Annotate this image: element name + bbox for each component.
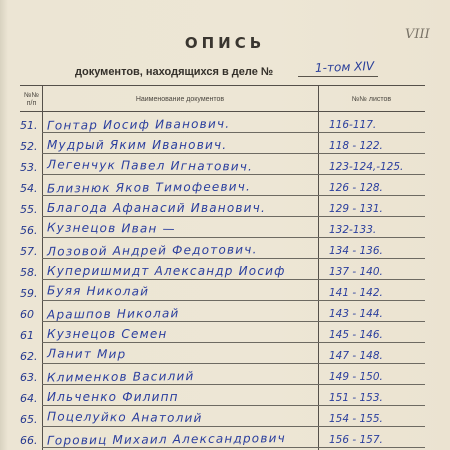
row-sheets: 156 - 157.: [329, 434, 383, 446]
row-document-name: Куперишмидт Александр Иосиф: [47, 264, 286, 278]
table-row: [20, 427, 425, 448]
row-document-name: Благода Афанасий Иванович.: [47, 201, 266, 215]
row-sheets: 118 - 122.: [329, 140, 383, 152]
case-number-underline: [298, 76, 378, 77]
row-sheets: 137 - 140.: [329, 266, 383, 278]
table-row: [20, 280, 425, 301]
row-number: 51.: [20, 119, 38, 132]
row-number: 52.: [20, 140, 38, 153]
row-document-name: Лозовой Андрей Федотович.: [46, 242, 258, 259]
row-number: 57.: [20, 245, 38, 258]
row-sheets: 145 - 146.: [329, 329, 383, 341]
row-sheets: 123-124,-125.: [329, 161, 404, 173]
row-number: 62.: [20, 350, 38, 363]
row-number: 61: [20, 329, 34, 342]
column-header-sheets: №№ листов: [351, 96, 392, 103]
row-sheets: 132-133.: [329, 224, 377, 236]
table-row: [20, 112, 425, 133]
table-row: [20, 364, 425, 385]
row-sheets: 147 - 148.: [329, 350, 383, 362]
table-row: [20, 196, 425, 217]
row-document-name: Гонтар Иосиф Иванович.: [46, 116, 231, 133]
row-sheets: 116-117.: [329, 119, 377, 131]
document-title: ОПИСЬ: [184, 34, 266, 52]
row-document-name: Арашпов Николай: [46, 306, 180, 322]
row-document-name: Кузнецов Семен: [47, 327, 168, 341]
row-number: 65.: [20, 413, 38, 426]
row-document-name: Ланит Мир: [46, 346, 127, 362]
document-subtitle: документов, находящихся в деле №: [75, 66, 274, 78]
table-row: [20, 343, 425, 364]
row-sheets: 141 - 142.: [329, 287, 383, 299]
row-document-name: Горовиц Михаил Александрович: [46, 431, 286, 448]
table-row: [20, 154, 425, 175]
row-document-name: Близнюк Яков Тимофеевич.: [46, 179, 252, 196]
row-document-name: Легенчук Павел Игнатович.: [46, 157, 254, 174]
table-row: [20, 385, 425, 406]
table-row: [20, 217, 425, 238]
row-rule: [42, 447, 425, 448]
table-row: [20, 322, 425, 343]
row-document-name: Мудрый Яким Иванович.: [47, 138, 228, 152]
row-sheets: 134 - 136.: [329, 245, 383, 257]
column-header-document: Наименование документов: [135, 96, 225, 103]
row-document-name: Клименков Василий: [46, 369, 195, 385]
row-sheets: 149 - 150.: [329, 371, 383, 383]
row-number: 54.: [20, 182, 38, 195]
row-number: 53.: [20, 161, 38, 174]
row-document-name: Ильченко Филипп: [47, 390, 179, 404]
row-document-name: Кузнецов Иван —: [46, 220, 176, 236]
row-sheets: 126 - 128.: [329, 182, 383, 194]
case-number: 1-том XIV: [314, 58, 375, 76]
table-row: [20, 133, 425, 154]
table-top-rule: [20, 85, 425, 86]
row-document-name: Буяя Николай: [46, 283, 150, 299]
table-row: [20, 175, 425, 196]
row-number: 58.: [20, 266, 38, 279]
row-sheets: 154 - 155.: [329, 413, 383, 425]
row-number: 59.: [20, 287, 38, 300]
row-number: 55.: [20, 203, 38, 216]
table-row: [20, 301, 425, 322]
column-header-number: №№ п/п: [23, 92, 40, 107]
row-number: 63.: [20, 371, 38, 384]
row-sheets: 129 - 131.: [329, 203, 383, 215]
row-number: 66.: [20, 434, 38, 447]
table-row: [20, 259, 425, 280]
table-row: [20, 238, 425, 259]
corner-mark: VIII: [405, 27, 430, 42]
row-document-name: Поцелуйко Анатолий: [46, 409, 203, 426]
row-sheets: 143 - 144.: [329, 308, 383, 320]
row-sheets: 151 - 153.: [329, 392, 383, 404]
row-number: 56.: [20, 224, 38, 237]
table-row: [20, 406, 425, 427]
row-number: 64.: [20, 392, 38, 405]
row-number: 60: [20, 308, 34, 321]
